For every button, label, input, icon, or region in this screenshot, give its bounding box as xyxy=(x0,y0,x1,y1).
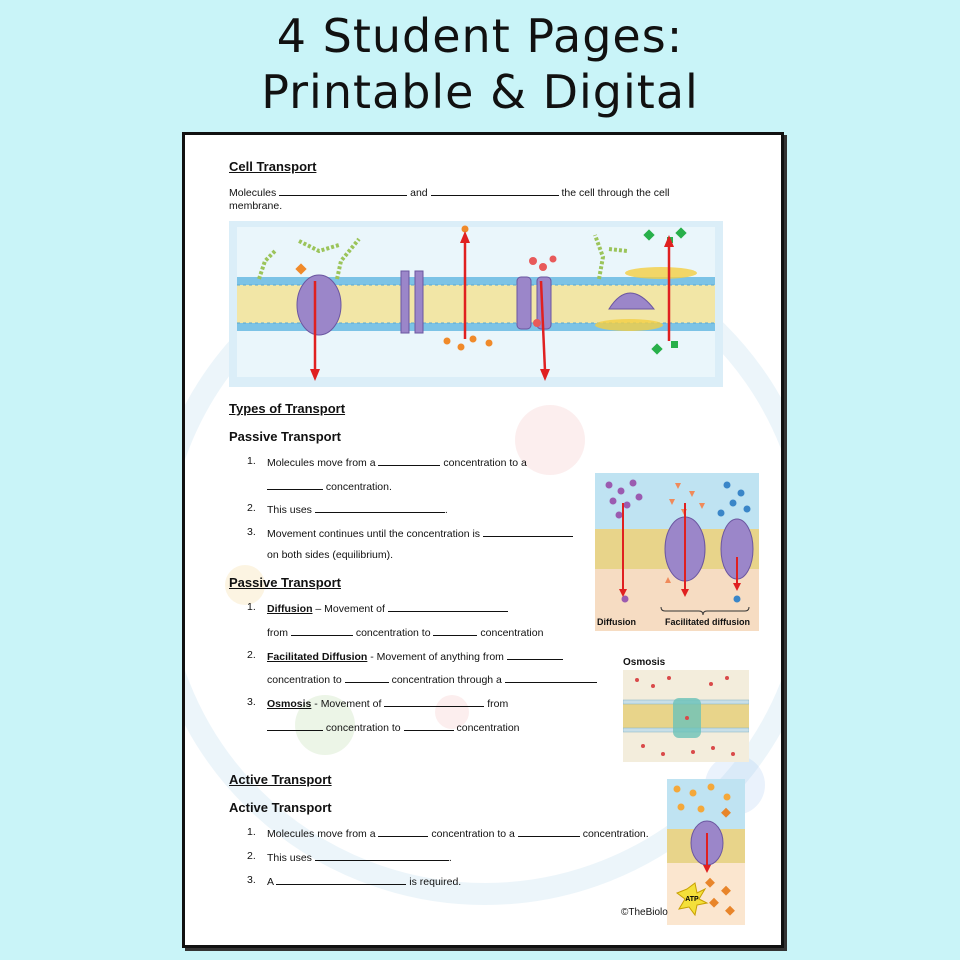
item-text: concentration. xyxy=(325,481,392,493)
item-number: 3. xyxy=(247,696,256,708)
term-facilitated-diffusion: Facilitated Diffusion xyxy=(267,651,368,663)
copyright-text: ©TheBiolo xyxy=(621,907,668,918)
atp-label: ATP xyxy=(685,896,699,903)
answer-blank[interactable] xyxy=(431,185,559,196)
banner xyxy=(0,8,960,120)
passive-item-1 xyxy=(267,455,527,469)
answer-blank[interactable] xyxy=(279,185,407,196)
intro-line-1 xyxy=(229,185,669,199)
term-osmosis: Osmosis xyxy=(267,698,312,710)
osmosis-item xyxy=(267,696,508,710)
answer-blank[interactable] xyxy=(483,526,573,537)
answer-blank[interactable] xyxy=(404,720,454,731)
item-text: concentration to a xyxy=(443,457,527,469)
item-number: 3. xyxy=(247,526,256,538)
item-text: This uses xyxy=(267,504,312,516)
passive-item-3 xyxy=(267,526,573,540)
diffusion-label: Diffusion xyxy=(597,617,636,627)
worksheet-title: Cell Transport xyxy=(229,159,317,174)
item-number: 3. xyxy=(247,874,256,886)
active-subheading: Active Transport xyxy=(229,800,332,815)
item-text: from xyxy=(487,698,509,710)
banner-line-1: 4 Student Pages: xyxy=(276,9,684,63)
answer-blank[interactable] xyxy=(315,502,445,513)
item-text: Molecules move from a xyxy=(267,457,376,469)
answer-blank[interactable] xyxy=(378,455,440,466)
item-text: concentration to a xyxy=(431,828,515,840)
osmosis-diagram xyxy=(623,670,749,762)
answer-blank[interactable] xyxy=(433,625,477,636)
worksheet-page xyxy=(182,132,784,948)
item-text: is required. xyxy=(409,876,462,888)
passive-item-1-cont xyxy=(267,479,392,493)
answer-blank[interactable] xyxy=(345,672,389,683)
passive-heading: Passive Transport xyxy=(229,429,341,444)
item-text: concentration xyxy=(480,627,544,639)
answer-blank[interactable] xyxy=(315,850,449,861)
item-text: – Movement of xyxy=(312,603,385,615)
item-text: Molecules move from a xyxy=(267,828,376,840)
answer-blank[interactable] xyxy=(505,672,597,683)
diffusion-item-cont xyxy=(267,625,543,639)
answer-blank[interactable] xyxy=(267,479,323,490)
active-item-2 xyxy=(267,850,452,864)
item-text: This uses xyxy=(267,852,312,864)
intro-text: the cell through the cell xyxy=(561,187,670,199)
active-item-1 xyxy=(267,826,649,840)
passive-item-2 xyxy=(267,502,448,516)
osmosis-title: Osmosis xyxy=(623,657,666,668)
banner-line-2: Printable & Digital xyxy=(261,65,699,119)
item-number: 1. xyxy=(247,455,256,467)
item-text: concentration through a xyxy=(391,674,502,686)
intro-text: and xyxy=(410,187,428,199)
facilitated-item xyxy=(267,649,563,663)
item-text: . xyxy=(448,852,452,864)
answer-blank[interactable] xyxy=(276,874,406,885)
active-item-3 xyxy=(267,874,461,888)
item-text: . xyxy=(444,504,448,516)
diffusion-item xyxy=(267,601,508,615)
passive-heading-2: Passive Transport xyxy=(229,575,341,590)
item-number: 1. xyxy=(247,826,256,838)
item-text: - Movement of xyxy=(311,698,382,710)
osmosis-item-cont xyxy=(267,720,520,734)
item-text: concentration xyxy=(456,722,520,734)
answer-blank[interactable] xyxy=(378,826,428,837)
item-text: from xyxy=(267,627,288,639)
answer-blank[interactable] xyxy=(388,601,508,612)
item-text: concentration. xyxy=(582,828,649,840)
answer-blank[interactable] xyxy=(384,696,484,707)
active-transport-diagram xyxy=(667,779,745,925)
active-heading: Active Transport xyxy=(229,772,332,787)
term-diffusion: Diffusion xyxy=(267,603,313,615)
intro-text: membrane. xyxy=(229,200,283,212)
item-number: 2. xyxy=(247,850,256,862)
item-text: - Movement of anything from xyxy=(367,651,504,663)
item-text: concentration to xyxy=(355,627,431,639)
intro-text: Molecules xyxy=(229,187,277,199)
cell-membrane-diagram xyxy=(229,221,723,387)
answer-blank[interactable] xyxy=(518,826,580,837)
item-number: 2. xyxy=(247,502,256,514)
answer-blank[interactable] xyxy=(267,720,323,731)
answer-blank[interactable] xyxy=(507,649,563,660)
answer-blank[interactable] xyxy=(291,625,353,636)
item-text: Movement continues until the concentration is xyxy=(267,528,481,540)
item-number: 2. xyxy=(247,649,256,661)
item-text: A xyxy=(267,876,274,888)
types-heading: Types of Transport xyxy=(229,401,346,416)
facilitated-label: Facilitated diffusion xyxy=(665,617,751,627)
item-number: 1. xyxy=(247,601,256,613)
diffusion-diagram xyxy=(595,473,759,631)
item-text: concentration to xyxy=(267,674,342,686)
item-text: on both sides (equilibrium). xyxy=(267,549,394,561)
item-text: concentration to xyxy=(325,722,401,734)
facilitated-item-cont xyxy=(267,672,597,686)
